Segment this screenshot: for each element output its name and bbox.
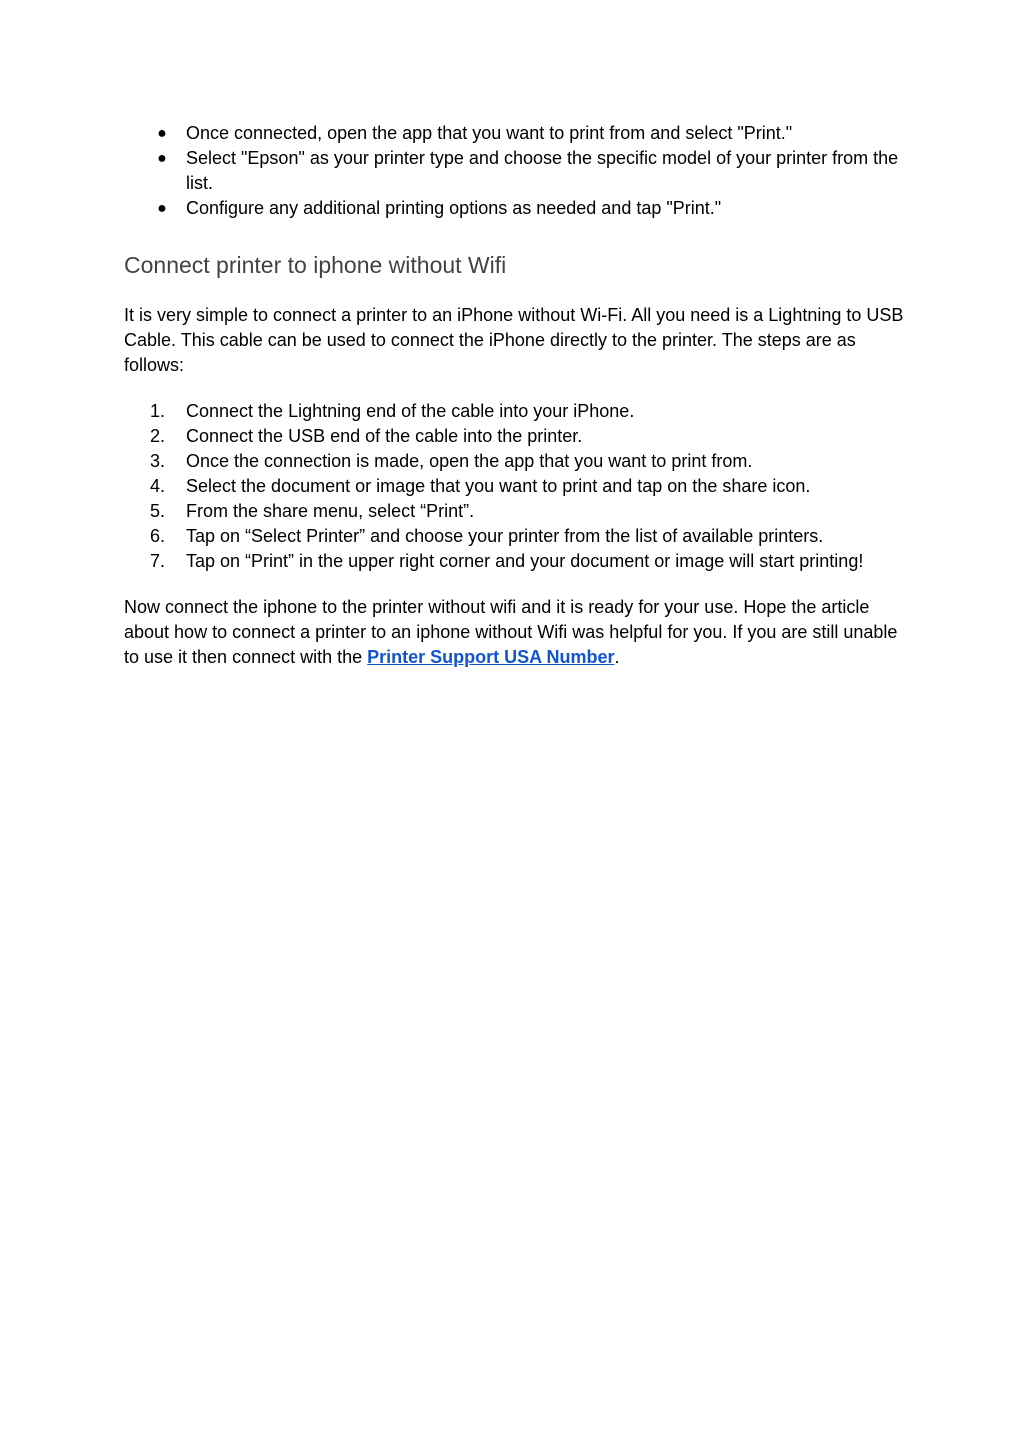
step-item	[124, 499, 914, 524]
step-item	[124, 524, 914, 549]
bullet-text: Select "Epson" as your printer type and choose the specific model of your printer from the list.	[186, 148, 899, 193]
bullet-list	[124, 121, 914, 221]
printer-support-link[interactable]: Printer Support USA Number	[367, 647, 615, 667]
step-number: 2.	[150, 426, 166, 446]
bullet-item	[124, 196, 914, 221]
steps-list	[124, 399, 914, 574]
step-item	[124, 449, 914, 474]
step-text: Once the connection is made, open the app that you want to print from.	[186, 451, 753, 471]
step-text: Tap on “Print” in the upper right corner and your document or image will start printing!	[186, 551, 864, 571]
step-number: 5.	[150, 501, 166, 521]
step-item	[124, 399, 914, 424]
bullet-icon: ●	[157, 150, 167, 167]
document-body	[124, 121, 914, 670]
closing-paragraph	[124, 595, 914, 670]
step-text: From the share menu, select “Print”.	[186, 501, 475, 521]
step-text: Connect the USB end of the cable into the printer.	[186, 426, 583, 446]
bullet-item	[124, 146, 914, 196]
step-text: Select the document or image that you want to print and tap on the share icon.	[186, 476, 811, 496]
bullet-text: Configure any additional printing options as needed and tap "Print."	[186, 198, 722, 218]
step-number: 6.	[150, 526, 166, 546]
intro-paragraph: It is very simple to connect a printer to an iPhone without Wi-Fi. All you need is a Lightning to USB Cable. This cable can be used to connect the iPhone directly to the printer. The steps are as follows:	[124, 305, 904, 375]
section-heading: Connect printer to iphone without Wifi	[124, 252, 507, 278]
bullet-text: Once connected, open the app that you want to print from and select "Print."	[186, 123, 793, 143]
closing-period: .	[614, 647, 620, 667]
bullet-icon: ●	[157, 125, 167, 142]
bullet-item	[124, 121, 914, 146]
step-number: 7.	[150, 551, 166, 571]
step-text: Connect the Lightning end of the cable into your iPhone.	[186, 401, 635, 421]
step-number: 4.	[150, 476, 166, 496]
step-number: 3.	[150, 451, 166, 471]
bullet-icon: ●	[157, 200, 167, 217]
step-number: 1.	[150, 401, 166, 421]
closing-text: Now connect the iphone to the printer without wifi and it is ready for your use. Hope the article about how to connect a printer to an iphone without Wifi was helpful for you. If you are still unable to use it then connect with the	[124, 597, 898, 667]
step-item	[124, 474, 914, 499]
step-item	[124, 424, 914, 449]
step-text: Tap on “Select Printer” and choose your printer from the list of available printers.	[186, 526, 824, 546]
step-item	[124, 549, 914, 574]
